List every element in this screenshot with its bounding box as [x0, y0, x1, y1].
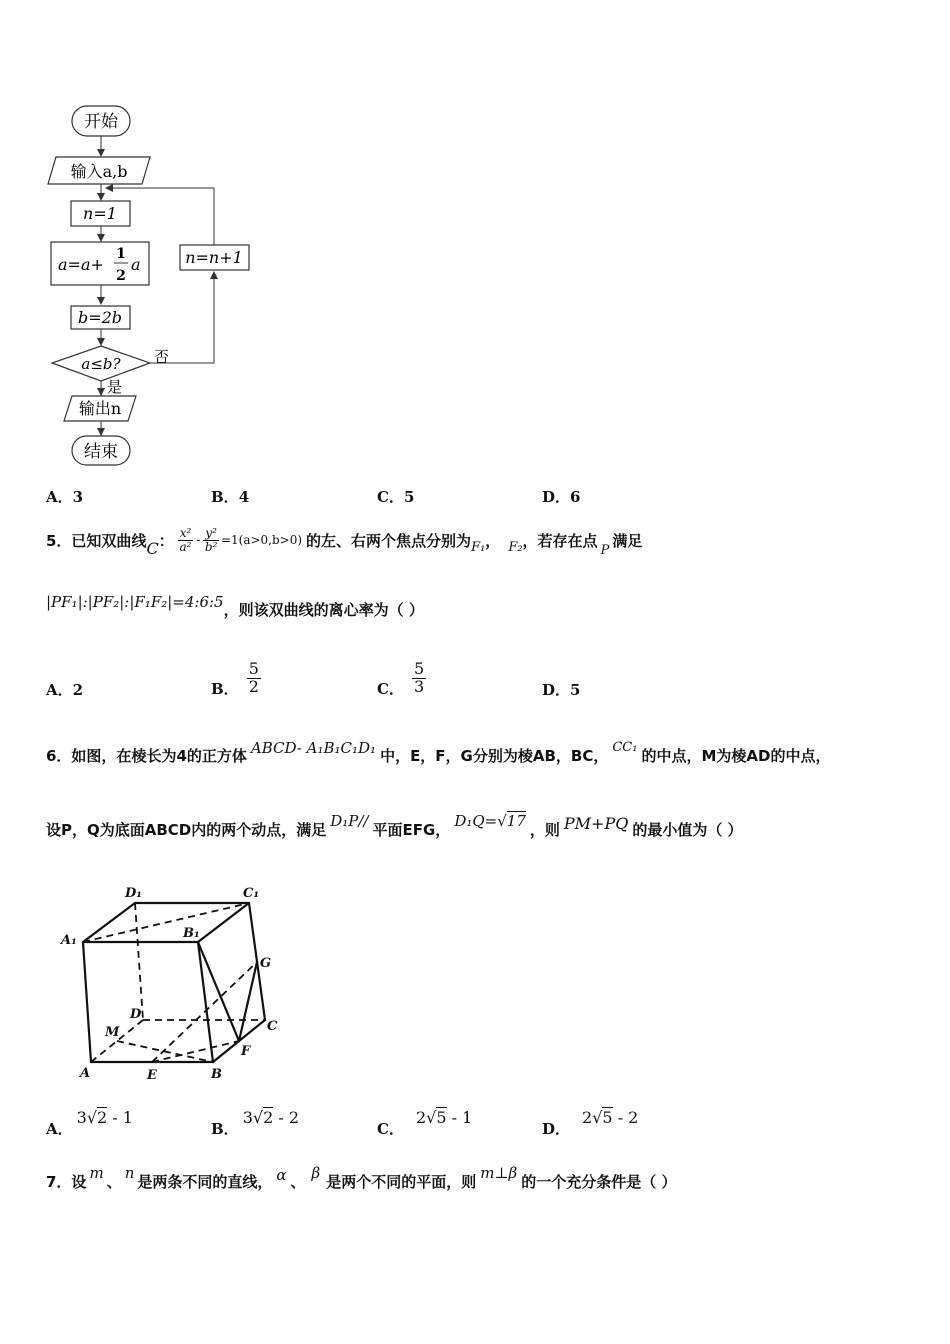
q5-option-a: A．2: [46, 681, 84, 699]
q5-ratio: |PF₁|:|PF₂|:|F₁F₂|=4:6:5: [46, 593, 224, 611]
label-a1: A₁: [61, 933, 77, 948]
q6-pmpq: PM+PQ: [563, 813, 629, 833]
flow-assign-a-right: a: [131, 255, 141, 274]
flow-yes-label: 是: [107, 378, 123, 396]
q6-option-b: B． 3√2 - 2: [211, 1108, 300, 1138]
flowchart: [40, 100, 260, 470]
q4-option-b: B．4: [211, 488, 250, 506]
q6-option-a: A． 3√2 - 1: [46, 1108, 133, 1138]
label-b1: B₁: [183, 926, 200, 941]
flow-assign-a-num: 1: [116, 246, 126, 262]
flow-init-text: n=1: [83, 204, 117, 223]
label-c1: C₁: [243, 886, 260, 901]
q7-n: n: [124, 1164, 135, 1182]
q6-d1p: D₁P//: [330, 812, 369, 830]
flow-start-text: 开始: [84, 112, 118, 132]
edge-d1-d-dashed: [135, 903, 143, 1020]
flow-input-text: 输入a,b: [70, 162, 128, 181]
q5-p: P: [600, 542, 610, 558]
flow-output-text: 输出n: [78, 399, 122, 418]
q7-alpha: α: [276, 1166, 287, 1184]
edge-a1-a: [83, 942, 91, 1062]
label-b: B: [211, 1067, 222, 1082]
q4-option-a: A．3: [46, 488, 84, 506]
q4-option-d: D．6: [542, 488, 581, 506]
label-f: F: [241, 1044, 251, 1059]
q6-stem-line2: 设P，Q为底面ABCD内的两个动点，满足 D₁P// 平面EFG， D₁Q=√17 ，则 PM+PQ 的最小值为（ ）: [46, 812, 743, 839]
flow-no-label: 否: [154, 348, 170, 366]
q5-stem-line1: 5．已知双曲线 C ： $\frac{\text{x²}}{\text{a²}}$ - $\frac{\text{y²}}{\text{b²}}$ =1(a>0,b>0) 的左、右两个焦点分别为 F₁ ， F₂ ，若存在点 P 满足: [46, 525, 643, 558]
label-m: M: [105, 1025, 120, 1040]
label-c: C: [267, 1019, 278, 1034]
q5-f2: F₂: [508, 539, 523, 555]
q5-option-c: C． $\frac{5}{3}$: [377, 658, 425, 698]
flow-assign-a-left: a=a+: [58, 255, 104, 274]
q7-m: m: [89, 1164, 104, 1182]
flow-condition-text: a≤b?: [81, 355, 121, 373]
q6-d1q: D₁Q=√17: [454, 812, 526, 830]
label-d: D: [130, 1007, 142, 1022]
label-g: G: [260, 956, 272, 971]
flow-assign-a-den: 2: [116, 268, 126, 284]
label-e: E: [147, 1068, 157, 1083]
q5-stem-line2: |PF₁|:|PF₂|:|F₁F₂|=4:6:5 ，则该双曲线的离心率为（ ）: [46, 593, 424, 619]
q6-option-c: C． 2√5 - 1: [377, 1108, 473, 1138]
label-d1: D₁: [125, 886, 142, 901]
q5-curve-c: C: [146, 538, 159, 558]
q7-stem: 7．设 m 、 n 是两条不同的直线， α 、 β 是两个不同的平面，则 m⊥β 的一个充分条件是（ ）: [46, 1164, 677, 1191]
q6-cc1: CC₁: [612, 739, 638, 755]
q5-option-d: D．5: [542, 681, 581, 699]
q5-option-b: B． $\frac{5}{2}$: [211, 658, 259, 698]
q7-beta: β: [311, 1164, 321, 1182]
flow-end-text: 结束: [84, 442, 118, 462]
q7-cond: m⊥β: [480, 1164, 518, 1182]
q5-f1: F₁: [471, 539, 486, 555]
q4-option-c: C．5: [377, 488, 415, 506]
q6-cube: ABCD- A₁B₁C₁D₁: [250, 739, 377, 757]
flow-assign-b-text: b=2b: [77, 308, 123, 327]
label-a: A: [80, 1066, 91, 1081]
q6-option-d: D． 2√5 - 2: [542, 1108, 639, 1138]
q5-equation: $\frac{\text{x²}}{\text{a²}}$ - $\frac{\text{y²}}{\text{b²}}$ =1(a>0,b>0): [179, 525, 303, 554]
q6-stem-line1: 6．如图，在棱长为4的正方体 ABCD- A₁B₁C₁D₁ 中，E，F，G分别为棱AB，BC， CC₁ 的中点，M为棱AD的中点，: [46, 739, 831, 765]
cube-figure: [55, 880, 290, 1085]
flow-increment-text: n=n+1: [185, 248, 243, 267]
